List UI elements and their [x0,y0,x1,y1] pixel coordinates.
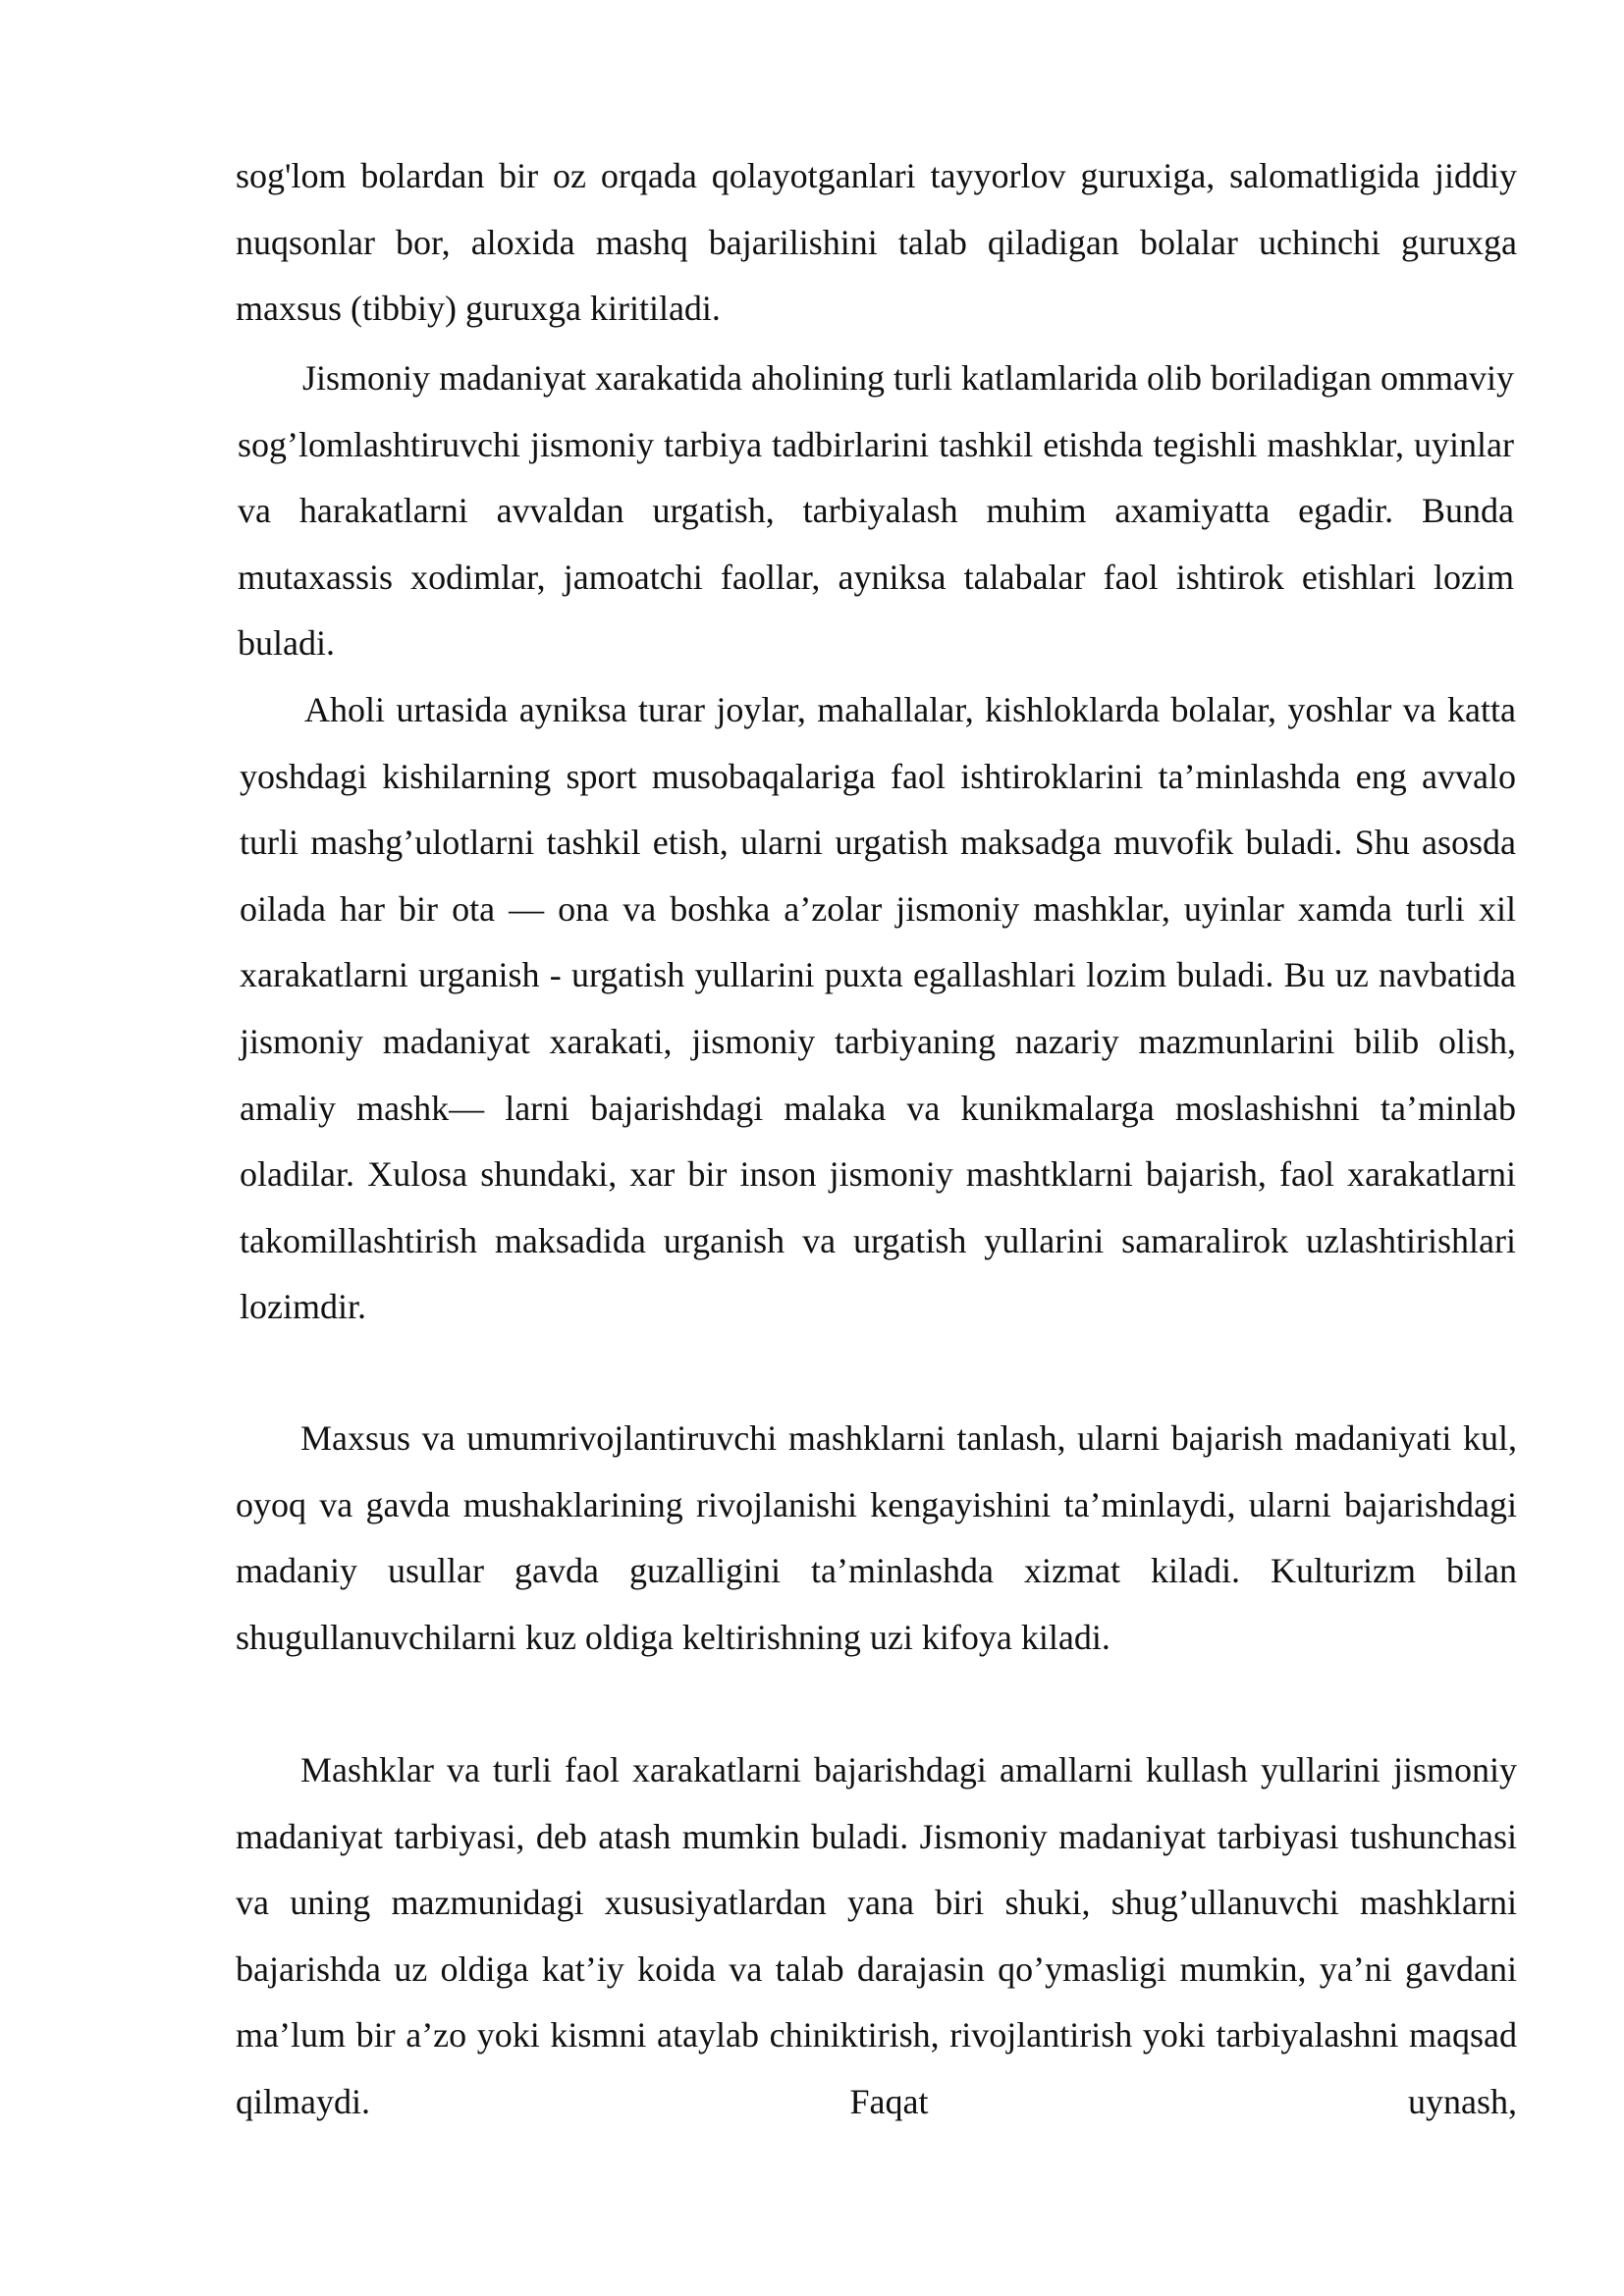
paragraph-1: sog'lom bolardan bir oz orqada qolayotganlari tayyorlov guruxiga, salomatligida jiddiy nuqsonlar bor, aloxida mashq bajarilishini talab qiladigan bolalar uchinchi guruxga maxsus (tibbiy) guruxga kiritiladi. [236,156,1517,329]
paragraph-4: Maxsus va umumrivojlantiruvchi mashklarni tanlash, ularni bajarish madaniyati kul, oyoq va gavda mushaklarining rivojlanishi kengayishini ta’minlaydi, ularni bajarishdagi madaniy usullar gavda guzalligini ta’minlashda xizmat kiladi. Kulturizm bilan shugullanuvchilarni kuz oldiga keltirishning uzi kifoya kiladi. [236,1418,1517,1657]
paragraph-5: Mashklar va turli faol xarakatlarni bajarishdagi amallarni kullash yullarini jismoniy madaniyat tarbiyasi, deb atash mumkin buladi. Jismoniy madaniyat tarbiyasi tushunchasi va uning mazmunidagi xususiyatlardan yana biri shuki, shug’ullanuvchi mashklarni bajarishda uz oldiga kat’iy koida va talab darajasin qo’ymasligi mumkin, ya’ni gavdani ma’lum bir a’zo yoki kismni ataylab chiniktirish, rivojlantirish yoki tarbiyalashni maqsad qilmaydi. Faqat uynash, [236,1750,1517,2121]
paragraph-3: Aholi urtasida ayniksa turar joylar, mahallalar, kishloklarda bolalar, yoshlar va katta yoshdagi kishilarning sport musobaqalariga faol ishtiroklarini ta’minlashda eng avvalo turli mashg’ulotlarni tashkil etish, ularni urgatish maksadga muvofik buladi. Shu asosda oilada har bir ota — ona va boshka a’zolar jismoniy mashklar, uyinlar xamda turli xil xarakatlarni urganish - urgatish yullarini puxta egallashlari lozim buladi. Bu uz navbatida jismoniy madaniyat xarakati, jismoniy tarbiyaning nazariy mazmunlarini bilib olish, amaliy mashk— larni bajarishdagi malaka va kunikmalarga moslashishni ta’minlab oladilar. Xulosa shundaki, xar bir inson jismoniy mashtklarni bajarish, faol xarakatlarni takomillashtirish maksadida urganish va urgatish yullarini samaralirok uzlashtirishlari lozimdir. [240,690,1516,1327]
paragraph-2: Jismoniy madaniyat xarakatida aholining turli katlamlarida olib boriladigan ommaviy sog’lomlashtiruvchi jismoniy tarbiya tadbirlarini tashkil etishda tegishli mashklar, uyinlar va harakatlarni avvaldan urgatish, tarbiyalash muhim axamiyatta egadir. Bunda mutaxassis xodimlar, jamoatchi faollar, ayniksa talabalar faol ishtirok etishlari lozim buladi. [238,358,1514,664]
